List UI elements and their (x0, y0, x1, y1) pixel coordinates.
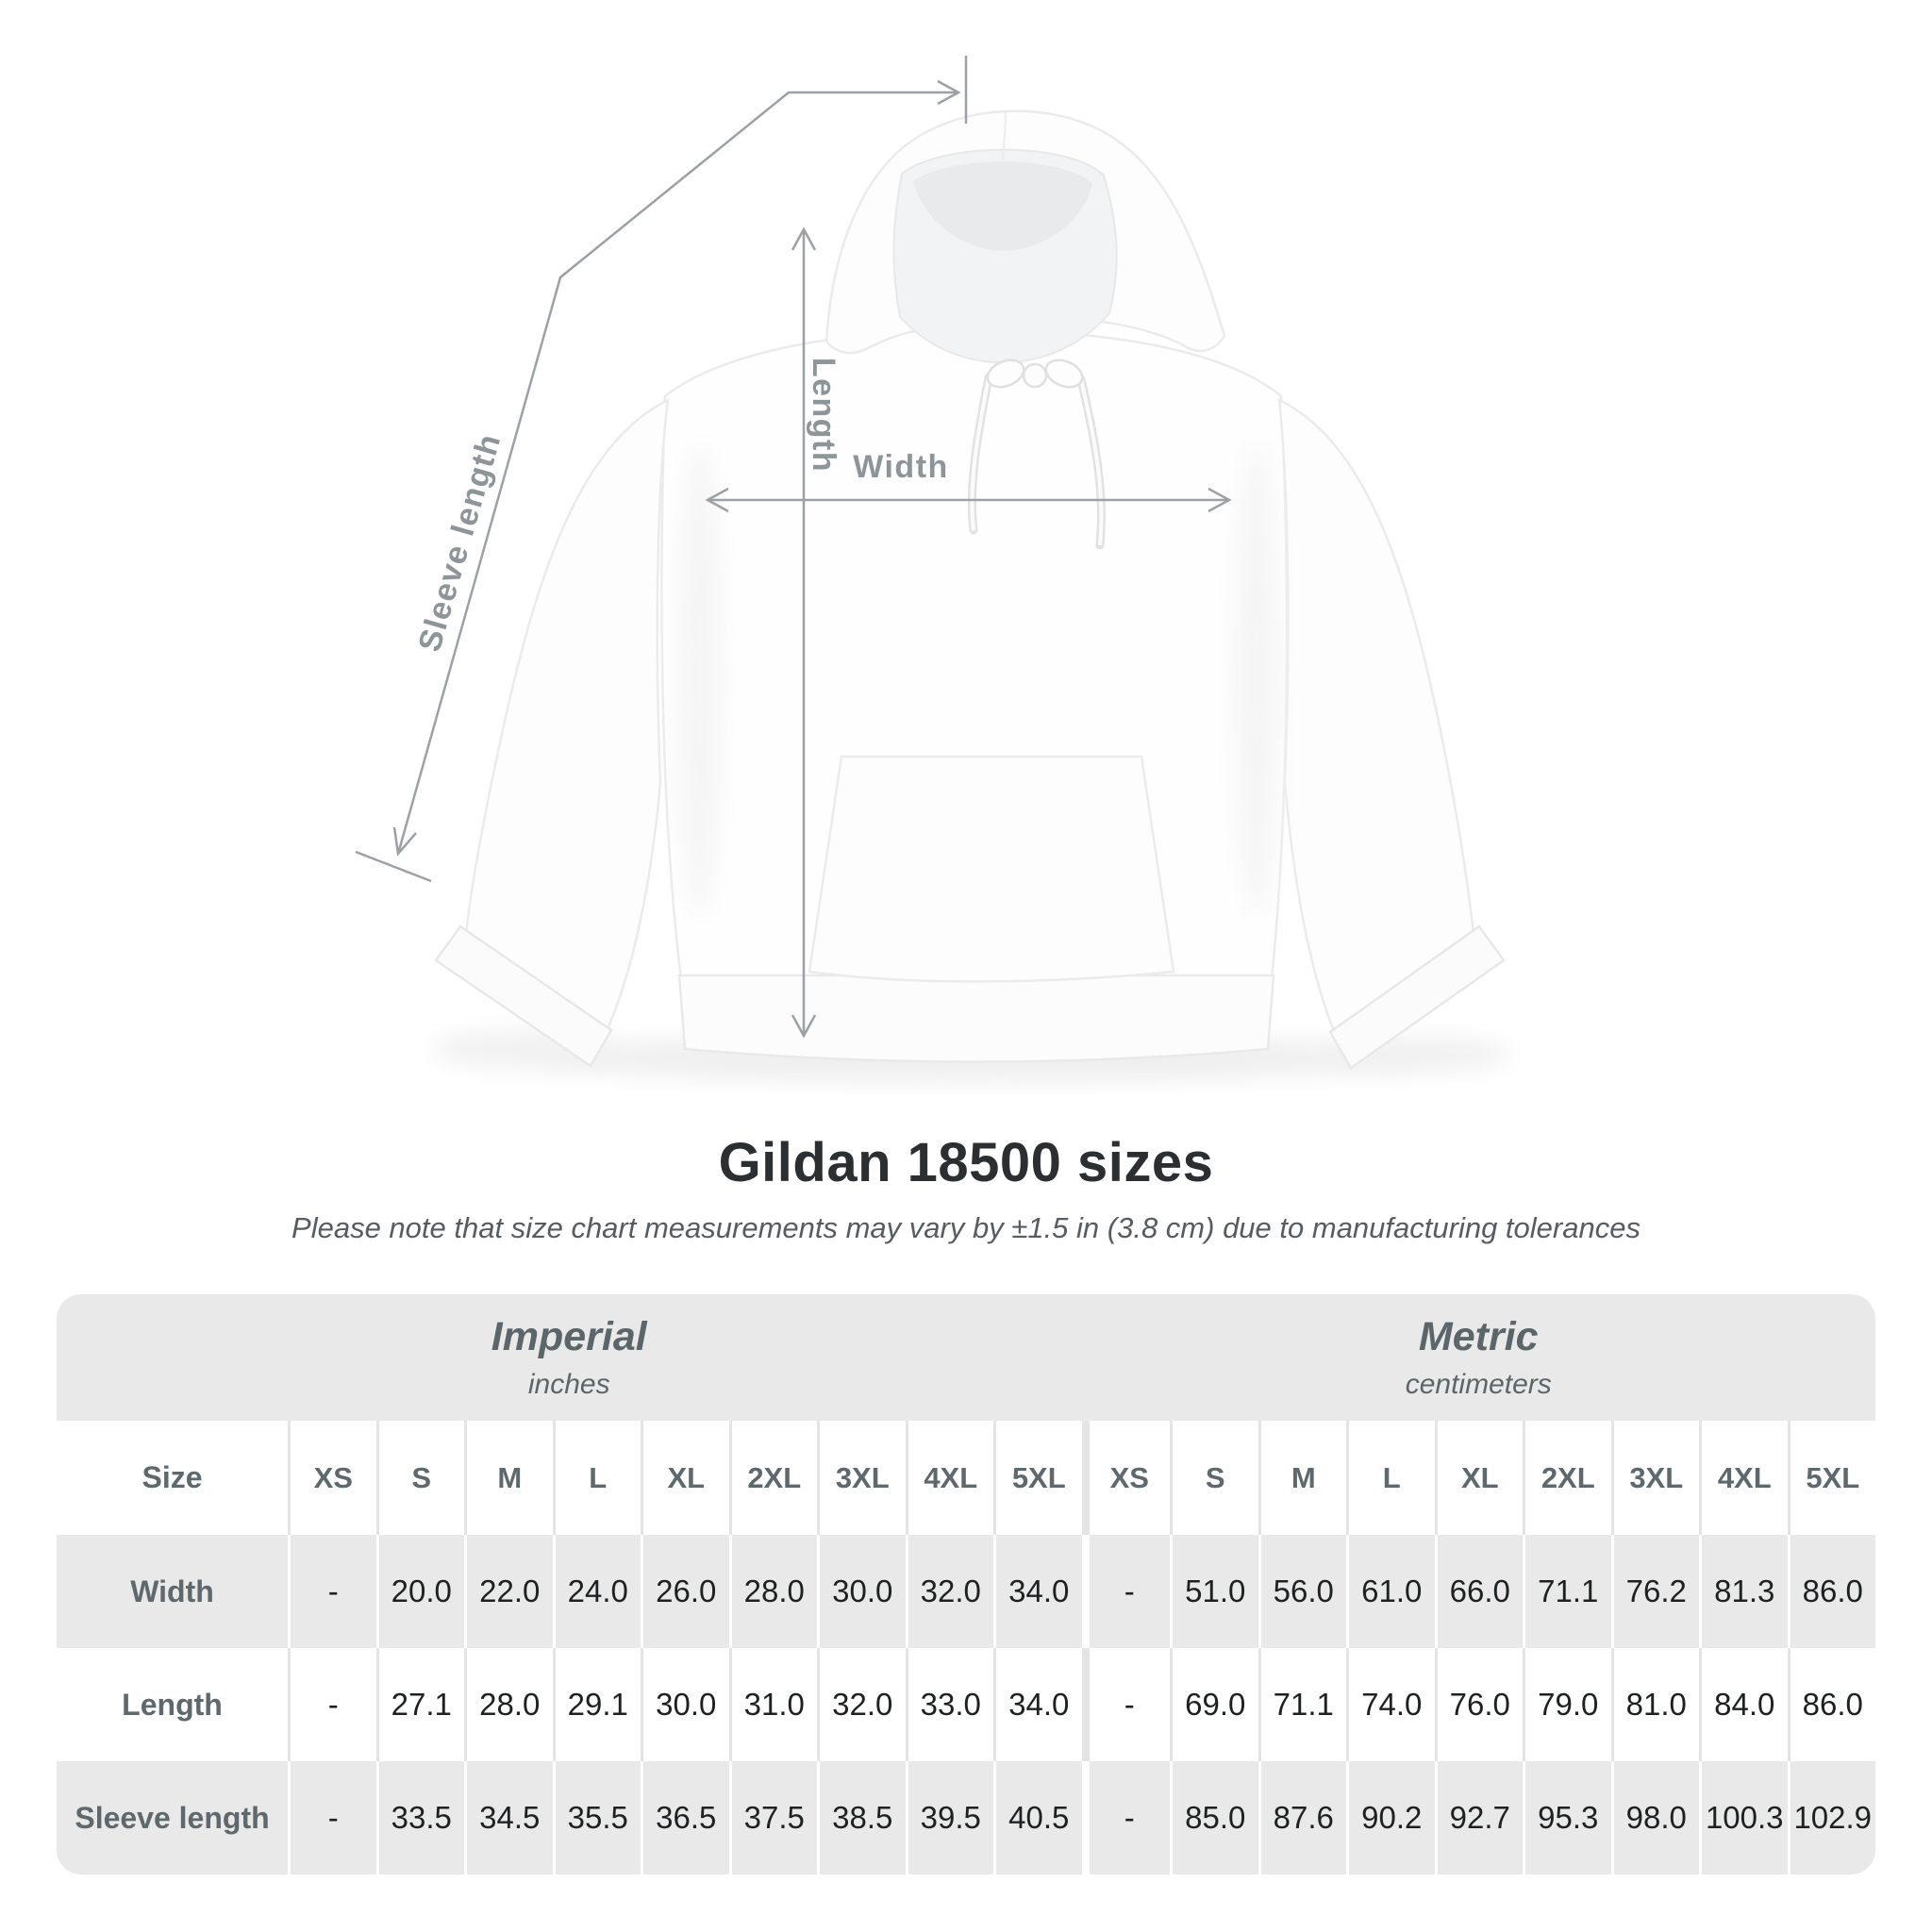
sleeve-length-imperial-s: 33.5 (376, 1761, 465, 1874)
hoodie-hem-band (679, 975, 1274, 1062)
unit-group-imperial (57, 1294, 1082, 1421)
length-imperial-2xl: 31.0 (729, 1648, 818, 1761)
width-metric-2xl: 71.1 (1523, 1535, 1611, 1648)
size-col-imperial-xs: XS (288, 1421, 376, 1535)
width-label: Width (853, 449, 949, 485)
sleeve-length-metric-3xl: 98.0 (1611, 1761, 1700, 1874)
size-col-metric-4xl: 4XL (1699, 1421, 1788, 1535)
size-header-cell: Size (142, 1460, 203, 1494)
width-row (57, 1535, 1875, 1648)
width-metric-3xl: 76.2 (1611, 1535, 1700, 1648)
length-metric-3xl: 81.0 (1611, 1648, 1700, 1761)
size-col-imperial-s: S (376, 1421, 465, 1535)
length-metric-4xl: 84.0 (1699, 1648, 1788, 1761)
imperial-title: Imperial (491, 1314, 647, 1359)
sleeve-length-imperial-5xl: 40.5 (993, 1761, 1082, 1874)
sleeve-length-label: Sleeve length (75, 1800, 270, 1835)
right-sleeve (1279, 400, 1474, 1036)
sleeve-length-imperial-xs: - (288, 1761, 376, 1874)
size-col-imperial-4xl: 4XL (906, 1421, 994, 1535)
size-table (57, 1294, 1875, 1874)
size-header-row (57, 1421, 1875, 1535)
length-imperial-xs: - (288, 1648, 376, 1761)
length-metric-5xl: 86.0 (1788, 1648, 1876, 1761)
width-metric-xl: 66.0 (1435, 1535, 1524, 1648)
tolerance-note: Please note that size chart measurements may vary by ±1.5 in (3.8 cm) due to manufacturing tolerances (291, 1211, 1641, 1244)
sleeve-length-imperial-4xl: 39.5 (906, 1761, 994, 1874)
sleeve-length-row (57, 1761, 1875, 1874)
length-imperial-xl: 30.0 (641, 1648, 729, 1761)
width-metric-s: 51.0 (1170, 1535, 1258, 1648)
width-metric-xs: - (1082, 1535, 1171, 1648)
sleeve-length-imperial-3xl: 38.5 (817, 1761, 906, 1874)
width-imperial-5xl: 34.0 (993, 1535, 1082, 1648)
size-col-metric-xl: XL (1435, 1421, 1524, 1535)
length-metric-l: 74.0 (1346, 1648, 1435, 1761)
sleeve-length-metric-m: 87.6 (1258, 1761, 1347, 1874)
width-metric-m: 56.0 (1258, 1535, 1347, 1648)
width-imperial-l: 24.0 (553, 1535, 641, 1648)
length-imperial-3xl: 32.0 (817, 1648, 906, 1761)
length-metric-2xl: 79.0 (1523, 1648, 1611, 1761)
size-col-metric-xs: XS (1082, 1421, 1171, 1535)
size-col-imperial-m: M (464, 1421, 553, 1535)
length-metric-s: 69.0 (1170, 1648, 1258, 1761)
length-imperial-s: 27.1 (376, 1648, 465, 1761)
length-metric-xs: - (1082, 1648, 1171, 1761)
sleeve-length-metric-s: 85.0 (1170, 1761, 1258, 1874)
width-imperial-4xl: 32.0 (906, 1535, 994, 1648)
size-table-rows (57, 1421, 1875, 1874)
length-imperial-l: 29.1 (553, 1648, 641, 1761)
size-col-metric-3xl: 3XL (1611, 1421, 1700, 1535)
page-title: Gildan 18500 sizes (718, 1132, 1214, 1193)
sleeve-length-metric-l: 90.2 (1346, 1761, 1435, 1874)
size-col-imperial-xl: XL (641, 1421, 729, 1535)
sleeve-length-label: Sleeve length (411, 429, 508, 656)
sleeve-length-metric-4xl: 100.3 (1699, 1761, 1788, 1874)
imperial-unit: inches (527, 1369, 610, 1400)
sleeve-length-metric-xs: - (1082, 1761, 1171, 1874)
right-fold-shading (1234, 443, 1279, 915)
length-imperial-5xl: 34.0 (993, 1648, 1082, 1761)
size-col-imperial-3xl: 3XL (817, 1421, 906, 1535)
width-label: Width (130, 1574, 214, 1608)
length-metric-m: 71.1 (1258, 1648, 1347, 1761)
width-imperial-s: 20.0 (376, 1535, 465, 1648)
width-metric-l: 61.0 (1346, 1535, 1435, 1648)
size-col-metric-2xl: 2XL (1523, 1421, 1611, 1535)
sleeve-length-metric-5xl: 102.9 (1788, 1761, 1876, 1874)
width-imperial-xs: - (288, 1535, 376, 1648)
size-col-metric-s: S (1170, 1421, 1258, 1535)
left-sleeve (466, 400, 668, 1034)
kangaroo-pocket (809, 757, 1174, 982)
width-metric-5xl: 86.0 (1788, 1535, 1876, 1648)
length-label: Length (122, 1687, 223, 1722)
length-metric-xl: 76.0 (1435, 1648, 1524, 1761)
size-col-metric-m: M (1258, 1421, 1347, 1535)
sleeve-length-imperial-m: 34.5 (464, 1761, 553, 1874)
length-label: Length (806, 357, 841, 474)
size-col-metric-l: L (1346, 1421, 1435, 1535)
sleeve-length-cuff-tick (356, 852, 431, 881)
sleeve-length-imperial-l: 35.5 (553, 1761, 641, 1874)
width-imperial-xl: 26.0 (641, 1535, 729, 1648)
width-imperial-2xl: 28.0 (729, 1535, 818, 1648)
length-row (57, 1648, 1875, 1761)
width-imperial-m: 22.0 (464, 1535, 553, 1648)
sleeve-length-metric-xl: 92.7 (1435, 1761, 1524, 1874)
bow-knot (1024, 364, 1046, 387)
unit-band (57, 1294, 1875, 1421)
metric-unit: centimeters (1405, 1369, 1552, 1400)
width-metric-4xl: 81.3 (1699, 1535, 1788, 1648)
size-col-metric-5xl: 5XL (1788, 1421, 1876, 1535)
metric-title: Metric (1418, 1314, 1539, 1359)
width-imperial-3xl: 30.0 (817, 1535, 906, 1648)
unit-group-metric (1082, 1294, 1876, 1421)
length-imperial-m: 28.0 (464, 1648, 553, 1761)
sleeve-length-metric-2xl: 95.3 (1523, 1761, 1611, 1874)
length-imperial-4xl: 33.0 (906, 1648, 994, 1761)
size-col-imperial-l: L (553, 1421, 641, 1535)
size-col-imperial-2xl: 2XL (729, 1421, 818, 1535)
left-fold-shading (677, 443, 723, 915)
size-col-imperial-5xl: 5XL (993, 1421, 1082, 1535)
sleeve-length-imperial-xl: 36.5 (641, 1761, 729, 1874)
sleeve-length-imperial-2xl: 37.5 (729, 1761, 818, 1874)
